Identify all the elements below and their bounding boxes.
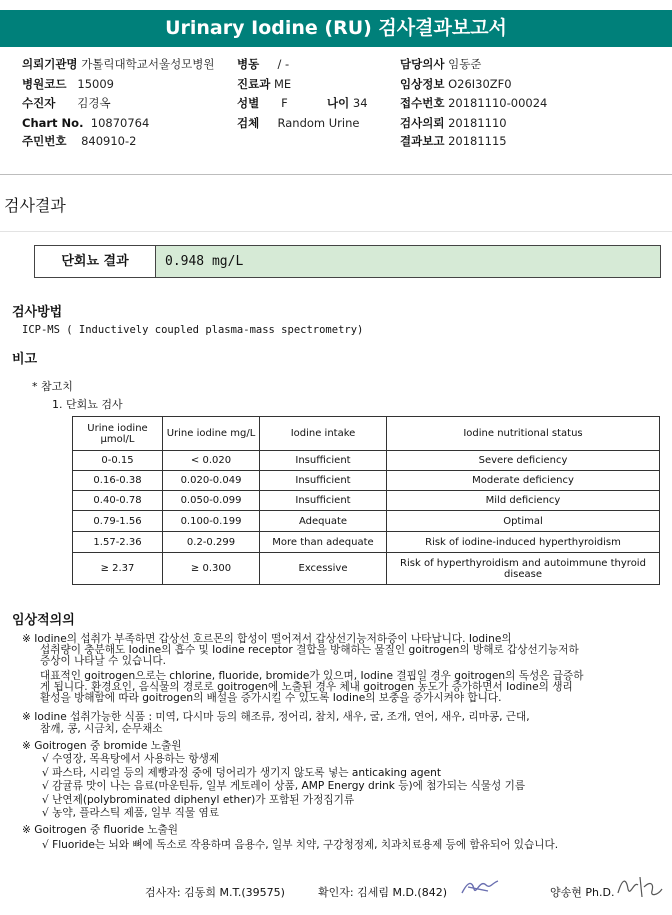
result-value: 0.948 mg/L [165,254,244,269]
patient-field: 수진자 김경옥 [22,96,111,110]
hospcode-field: 병원코드 15009 [22,77,114,91]
clinical-text: ※ Goitrogen 중 fluoride 노출원 [22,824,179,836]
remarks-title: 비고 [12,352,38,367]
clinical-title: 임상적의의 [12,613,75,628]
header-cell: Urine iodine μmol/L [73,417,163,451]
table-cell: 0.16-0.38 [73,471,163,491]
table-row [73,451,660,471]
table-cell: Mild deficiency [387,491,660,511]
table-cell: Risk of iodine-induced hyperthyroidism [387,532,660,553]
reference-table [72,416,660,585]
table-header-row [73,417,660,451]
method-title: 검사방법 [12,305,63,320]
table-cell: 0.100-0.199 [163,511,260,532]
table-row [73,491,660,511]
result-box [34,245,661,278]
report-title: Urinary Iodine (RU) 검사결과보고서 [165,17,507,39]
table-row [73,532,660,553]
signature-mark [614,873,666,901]
clinical-text: 대표적인 goitrogen으로는 chlorine, fluoride, bromide가 있으며, Iodine 결핍일 경우 goitrogen의 독성은 급증하 [40,670,584,682]
clinical-text: 활성을 방해함에 따라 goitrogen의 배설을 증가시킬 수 있도록 Iodine의 보충을 증가시켜야 합니다. [40,692,502,704]
table-cell: 0-0.15 [73,451,163,471]
requested-field: 검사의뢰 20181110 [400,116,507,130]
table-cell: 0.020-0.049 [163,471,260,491]
table-cell: Insufficient [260,491,387,511]
clinical-text: ※ Goitrogen 중 bromide 노출원 [22,740,182,752]
ward-field: 병동 / - [237,57,290,71]
divider [0,174,672,175]
table-cell: More than adequate [260,532,387,553]
table-cell: Moderate deficiency [387,471,660,491]
specimen-field: 검체 Random Urine [237,116,360,130]
rrn-field: 주민번호 840910-2 [22,134,137,148]
age-field: 나이 34 [327,96,368,110]
clinical-text: 증상이 나타날 수 있습니다. [40,655,167,667]
table-cell: Adequate [260,511,387,532]
list-item: √ 농약, 플라스틱 제품, 일부 직물 염료 [42,807,219,819]
list-item: √ Fluoride는 뇌와 뼈에 독소로 작용하며 음용수, 일부 치약, 구강청정제, 치과치료용제 등에 함유되어 있습니다. [42,839,559,851]
table-cell: 0.40-0.78 [73,491,163,511]
table-cell: Optimal [387,511,660,532]
list-item: √ 난연제(polybrominated diphenyl ether)가 포함된 가정집기류 [42,794,355,806]
clinical-text: 게 됩니다. 환경요인, 음식물의 경로로 goitrogen에 노출된 경우 체내 goitrogen 농도가 증가하면서 Iodine의 생리 [40,681,573,693]
institution-field: 의뢰기관명 가톨릭대학교서울성모병원 [22,57,215,71]
clinical-text: ※ Iodine의 섭취가 부족하면 갑상선 호르몬의 합성이 떨어져서 갑상선기능저하증이 나타납니다. Iodine의 [22,633,512,645]
table-cell: ≥ 0.300 [163,553,260,585]
clinical-text: 섭취량이 충분해도 Iodine의 흡수 및 Iodine receptor 결합을 방해하는 물질인 goitrogen의 방해로 갑상선기능저하 [40,644,579,656]
list-item: √ 수영장, 목욕탕에서 사용하는 항생제 [42,753,220,765]
table-cell: Excessive [260,553,387,585]
dept-field: 진료과 ME [237,77,292,91]
table-row [73,511,660,532]
clinical-text: ※ Iodine 섭취가능한 식품 : 미역, 다시마 등의 해조류, 정어리, 참치, 새우, 굴, 조개, 연어, 새우, 리마콩, 근대, [22,711,530,723]
reference-subtitle: 1. 단회뇨 검사 [52,398,123,411]
sex-field: 성별 F [237,96,288,110]
chart-field: Chart No. 10870764 [22,116,150,130]
doctor-field: 담당의사 임동준 [400,57,482,71]
receipt-field: 접수번호 20181110-00024 [400,96,548,110]
table-cell: 0.2-0.299 [163,532,260,553]
table-cell: 1.57-2.36 [73,532,163,553]
table-row [73,553,660,585]
reported-field: 결과보고 20181115 [400,134,507,148]
table-cell: 0.050-0.099 [163,491,260,511]
reference-title: * 참고치 [32,380,73,393]
divider [0,231,672,232]
table-cell: ≥ 2.37 [73,553,163,585]
signature-mark [458,875,502,899]
clinical-field: 임상정보 O26I30ZF0 [400,77,512,91]
table-row [73,471,660,491]
table-cell: 0.79-1.56 [73,511,163,532]
header-cell: Iodine intake [260,417,387,451]
table-cell: Insufficient [260,451,387,471]
director-signature: 양송현 Ph.D. [550,886,615,899]
list-item: √ 파스타, 시리얼 등의 제빵과정 중에 덩어리가 생기지 않도록 넣는 anticaking agent [42,767,441,779]
tester-signature: 검사자: 김동희 M.T.(39575) [145,886,285,899]
method-text: ICP-MS ( Inductively coupled plasma-mass spectrometry) [22,324,364,336]
table-cell: Risk of hyperthyroidism and autoimmune thyroid disease [387,553,660,585]
results-section-title: 검사결과 [4,196,66,215]
header-cell: Urine iodine mg/L [163,417,260,451]
header-cell: Iodine nutritional status [387,417,660,451]
table-cell: Insufficient [260,471,387,491]
clinical-text: 참깨, 콩, 시금치, 순무채소 [40,723,163,735]
confirmer-signature: 확인자: 김세림 M.D.(842) [318,886,447,899]
table-cell: Severe deficiency [387,451,660,471]
list-item: √ 감귤류 맛이 나는 음료(마운틴듀, 일부 게토레이 상품, AMP Energy drink 등)에 첨가되는 식물성 기름 [42,780,526,792]
report-header [0,10,672,47]
table-cell: < 0.020 [163,451,260,471]
result-label: 단회뇨 결과 [35,246,156,277]
